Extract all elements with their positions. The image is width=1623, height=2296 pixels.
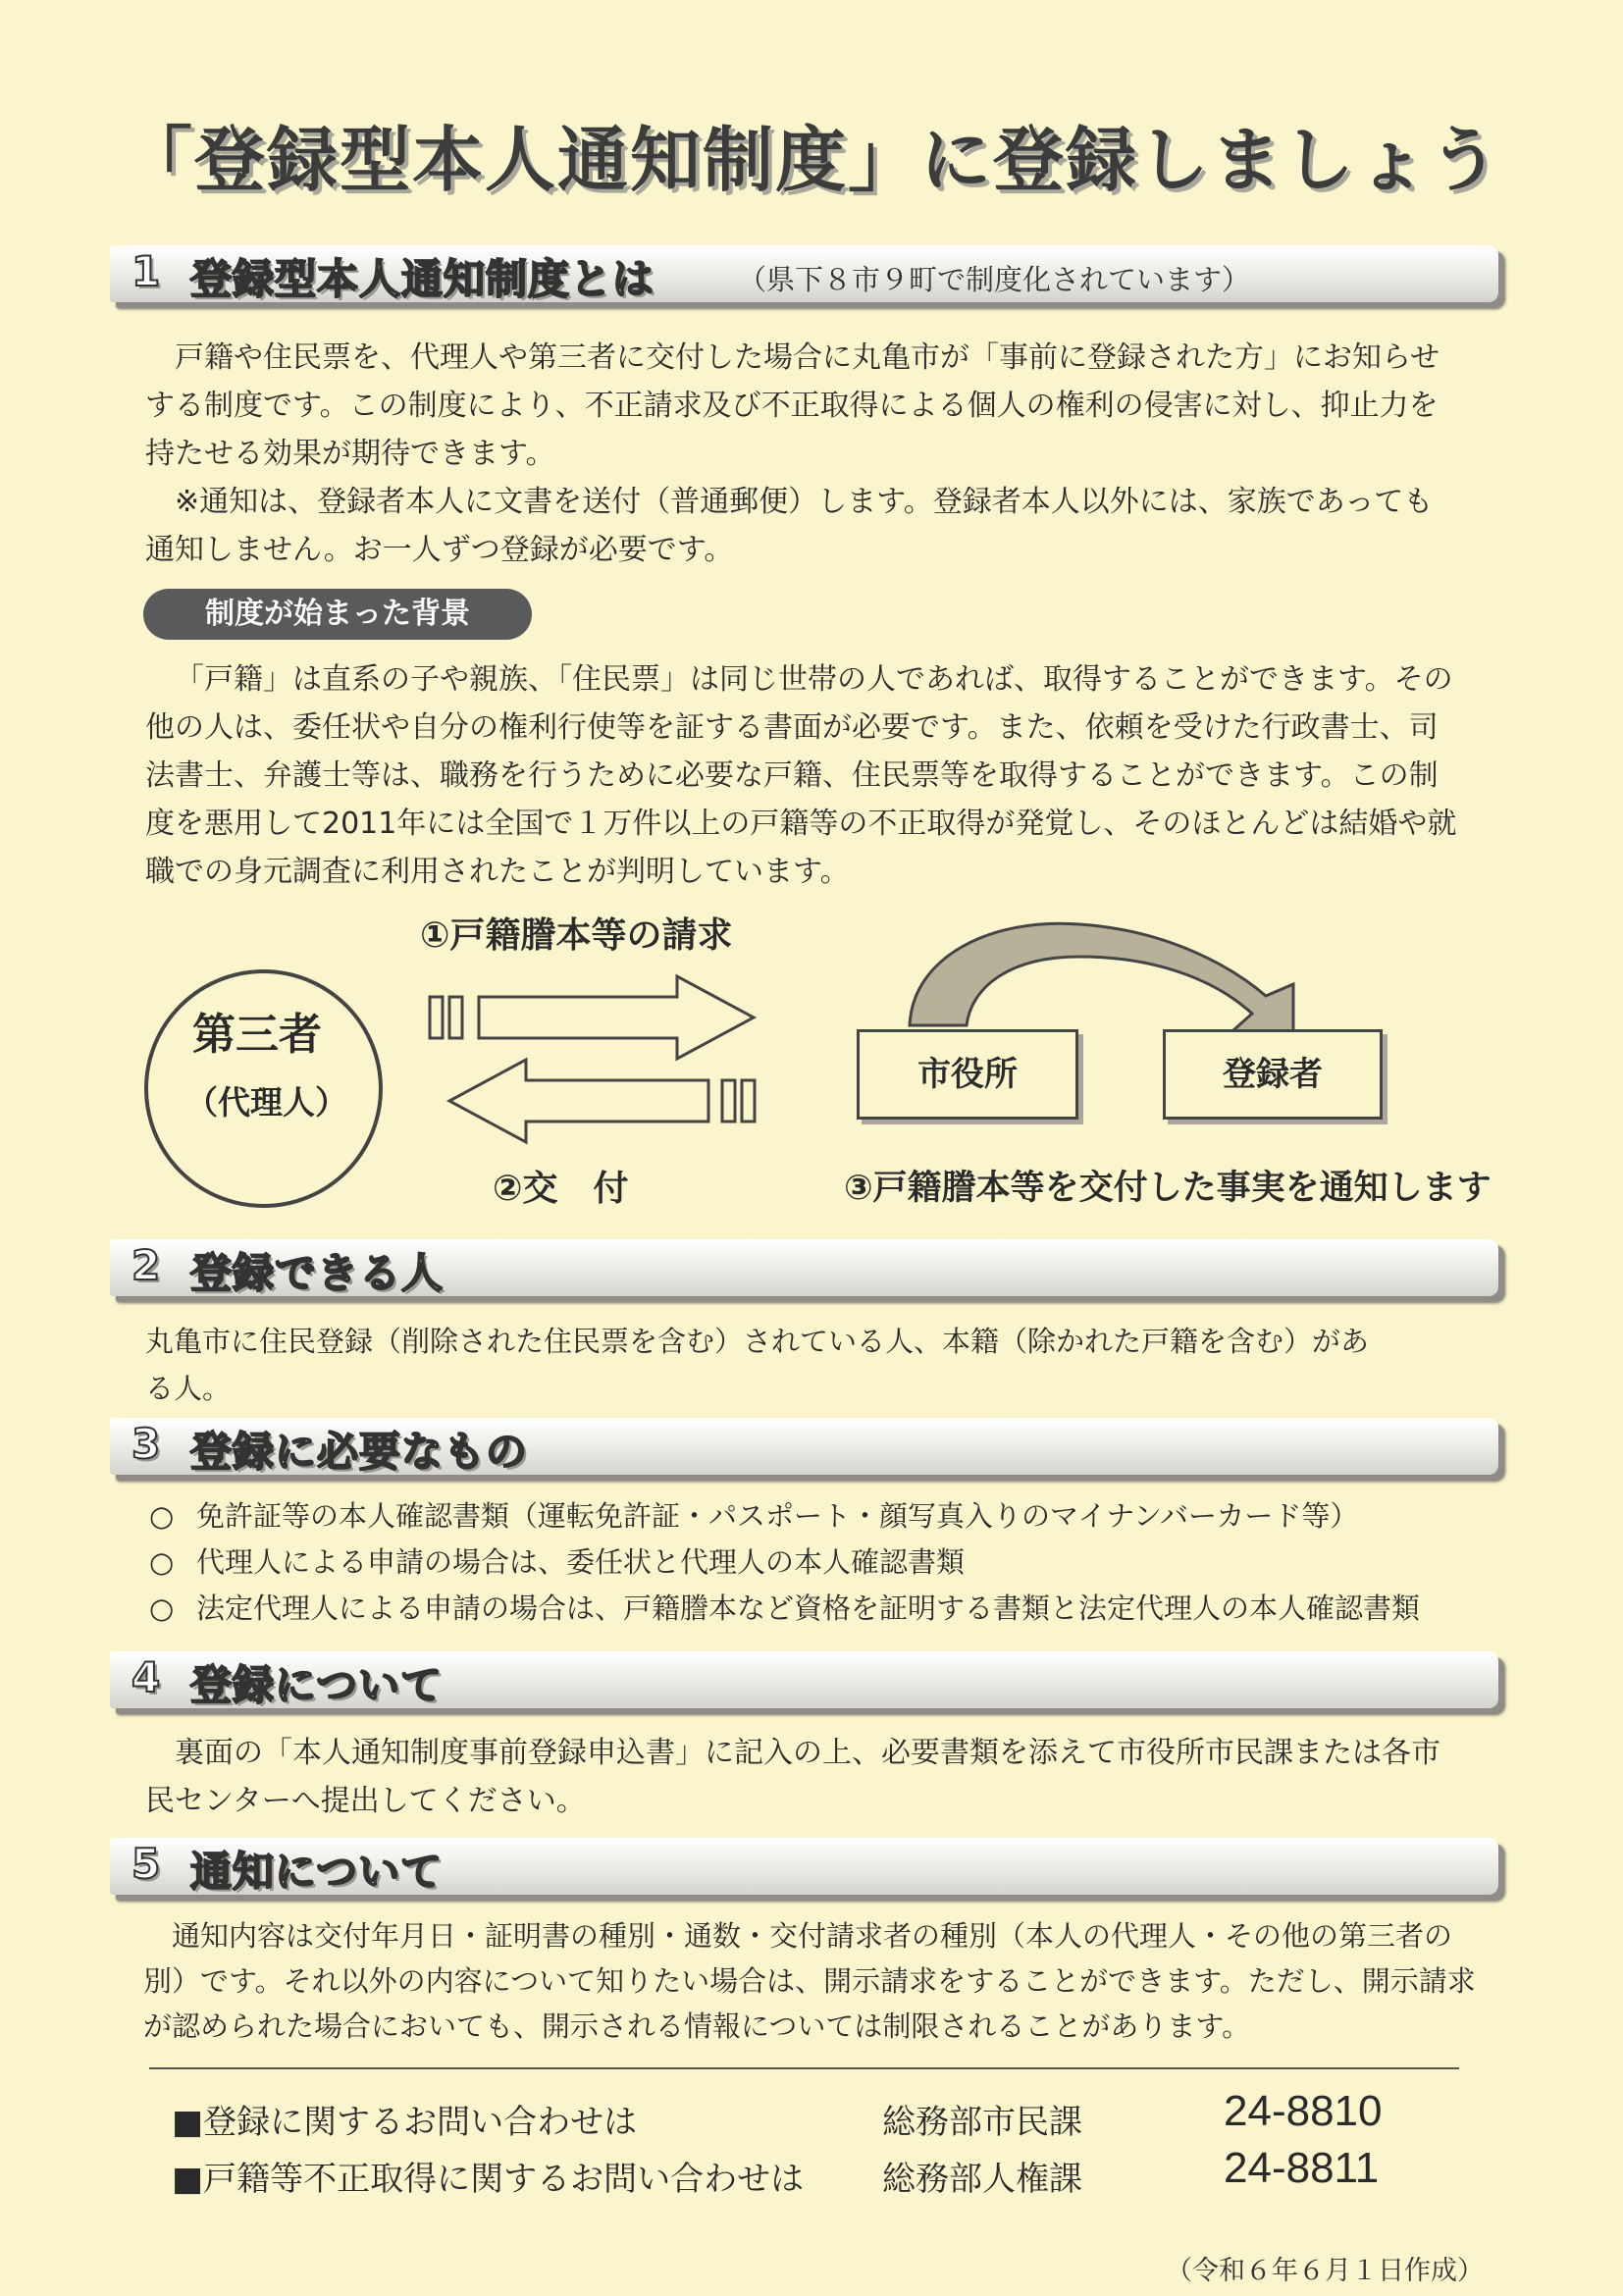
contact-label: ■戸籍等不正取得に関するお問い合わせは — [172, 2160, 805, 2199]
registrant-box: 登録者 — [1163, 1029, 1383, 1120]
request-label: ①戸籍謄本等の請求 — [420, 915, 733, 956]
circle-bullet-icon: ○ — [149, 1592, 175, 1625]
background-text: 「戸籍」は直系の子や親族、「住民票」は同じ世帯の人であれば、取得することができます。その他の人は、委任状や自分の権利行使等を証する書面が必要です。また、依頼を受けた行政書士、司法書士、弁護士等は、職務を行うために必要な戸籍、住民票等を取得することができます。この制度を悪用して2011年には全国で１万件以上の戸籍等の不正取得が発覚し、そのほとんどは結婚や就職での身元調査に利用されたことが判明しています。 — [145, 662, 1457, 889]
requirements-list — [149, 1493, 1523, 1632]
section-1-paragraph-2: ※通知は、登録者本人に文書を送付（普通郵便）します。登録者本人以外には、家族であっても通知しません。お一人ずつ登録が必要です。 — [145, 485, 1434, 567]
circle-bullet-icon: ○ — [149, 1545, 175, 1579]
section-2-text: 丸亀市に住民登録（削除された住民票を含む）されている人、本籍（除かれた戸籍を含む）がある人。 — [145, 1325, 1370, 1405]
section-3-number: 3 — [131, 1420, 161, 1468]
request-arrow — [430, 976, 754, 1059]
creation-date: （令和６年６月１日作成） — [1166, 2256, 1484, 2286]
section-1-paragraph-1: 戸籍や住民票を、代理人や第三者に交付した場合に丸亀市が「事前に登録された方」にお知らせする制度です。この制度により、不正請求及び不正取得による個人の権利の侵害に対し、抑止力を持たせる効果が期待できます。 — [145, 340, 1440, 471]
section-1-subtitle: （県下８市９町で制度化されています） — [738, 263, 1251, 296]
section-3-title: 登録に必要なもの — [190, 1428, 529, 1476]
contact-department: 総務部人権課 — [882, 2160, 1082, 2199]
section-2-title: 登録できる人 — [190, 1249, 445, 1297]
section-5-header — [110, 1838, 1498, 1895]
requirement-text: 代理人による申請の場合は、委任状と代理人の本人確認書類 — [196, 1545, 966, 1579]
list-item — [149, 1493, 1523, 1539]
requirement-text: 免許証等の本人確認書類（運転免許証・パスポート・顔写真入りのマイナンバーカード等） — [196, 1499, 1359, 1533]
section-1-number: 1 — [131, 247, 161, 295]
contact-phone: 24-8810 — [1224, 2087, 1383, 2135]
section-1-title: 登録型本人通知制度とは — [190, 255, 655, 303]
list-item — [149, 1586, 1523, 1632]
section-2-header — [110, 1239, 1498, 1296]
section-5-text: 通知内容は交付年月日・証明書の種別・通数・交付請求者の種別（本人の代理人・その他の第三者の別）です。それ以外の内容について知りたい場合は、開示請求をすることができます。ただし、開示請求が認められた場合においても、開示される情報については制限されることがあります。 — [143, 1919, 1476, 2043]
issue-label: ②交 付 — [493, 1169, 629, 1209]
section-5-title: 通知について — [190, 1848, 444, 1896]
contact-department: 総務部市民課 — [882, 2103, 1082, 2142]
notify-arrow — [910, 923, 1293, 1042]
section-4-number: 4 — [131, 1653, 161, 1701]
section-4-text: 裏面の「本人通知制度事前登録申込書」に記入の上、必要書類を添えて市役所市民課または各市民センターへ提出してください。 — [145, 1736, 1440, 1818]
section-3-header — [110, 1418, 1498, 1475]
third-party-label: 第三者 — [192, 1010, 322, 1060]
agent-label: （代理人） — [185, 1083, 347, 1122]
background-label: 制度が始まった背景 — [143, 589, 532, 640]
issue-arrow — [449, 1060, 755, 1142]
section-5-number: 5 — [131, 1840, 161, 1888]
divider — [149, 2067, 1459, 2069]
contact-label: ■登録に関するお問い合わせは — [172, 2103, 638, 2142]
requirement-text: 法定代理人による申請の場合は、戸籍謄本など資格を証明する書類と法定代理人の本人確認書類 — [196, 1592, 1421, 1625]
section-4-header — [110, 1651, 1498, 1708]
list-item — [149, 1539, 1523, 1586]
notify-label: ③戸籍謄本等を交付した事実を通知します — [844, 1169, 1492, 1208]
section-4-title: 登録について — [190, 1661, 444, 1709]
contact-phone: 24-8811 — [1224, 2144, 1380, 2192]
section-2-number: 2 — [131, 1241, 161, 1289]
circle-bullet-icon: ○ — [149, 1499, 175, 1533]
city-hall-box: 市役所 — [857, 1029, 1078, 1120]
page-title: 「登録型本人通知制度」に登録しましょう — [121, 119, 1501, 201]
